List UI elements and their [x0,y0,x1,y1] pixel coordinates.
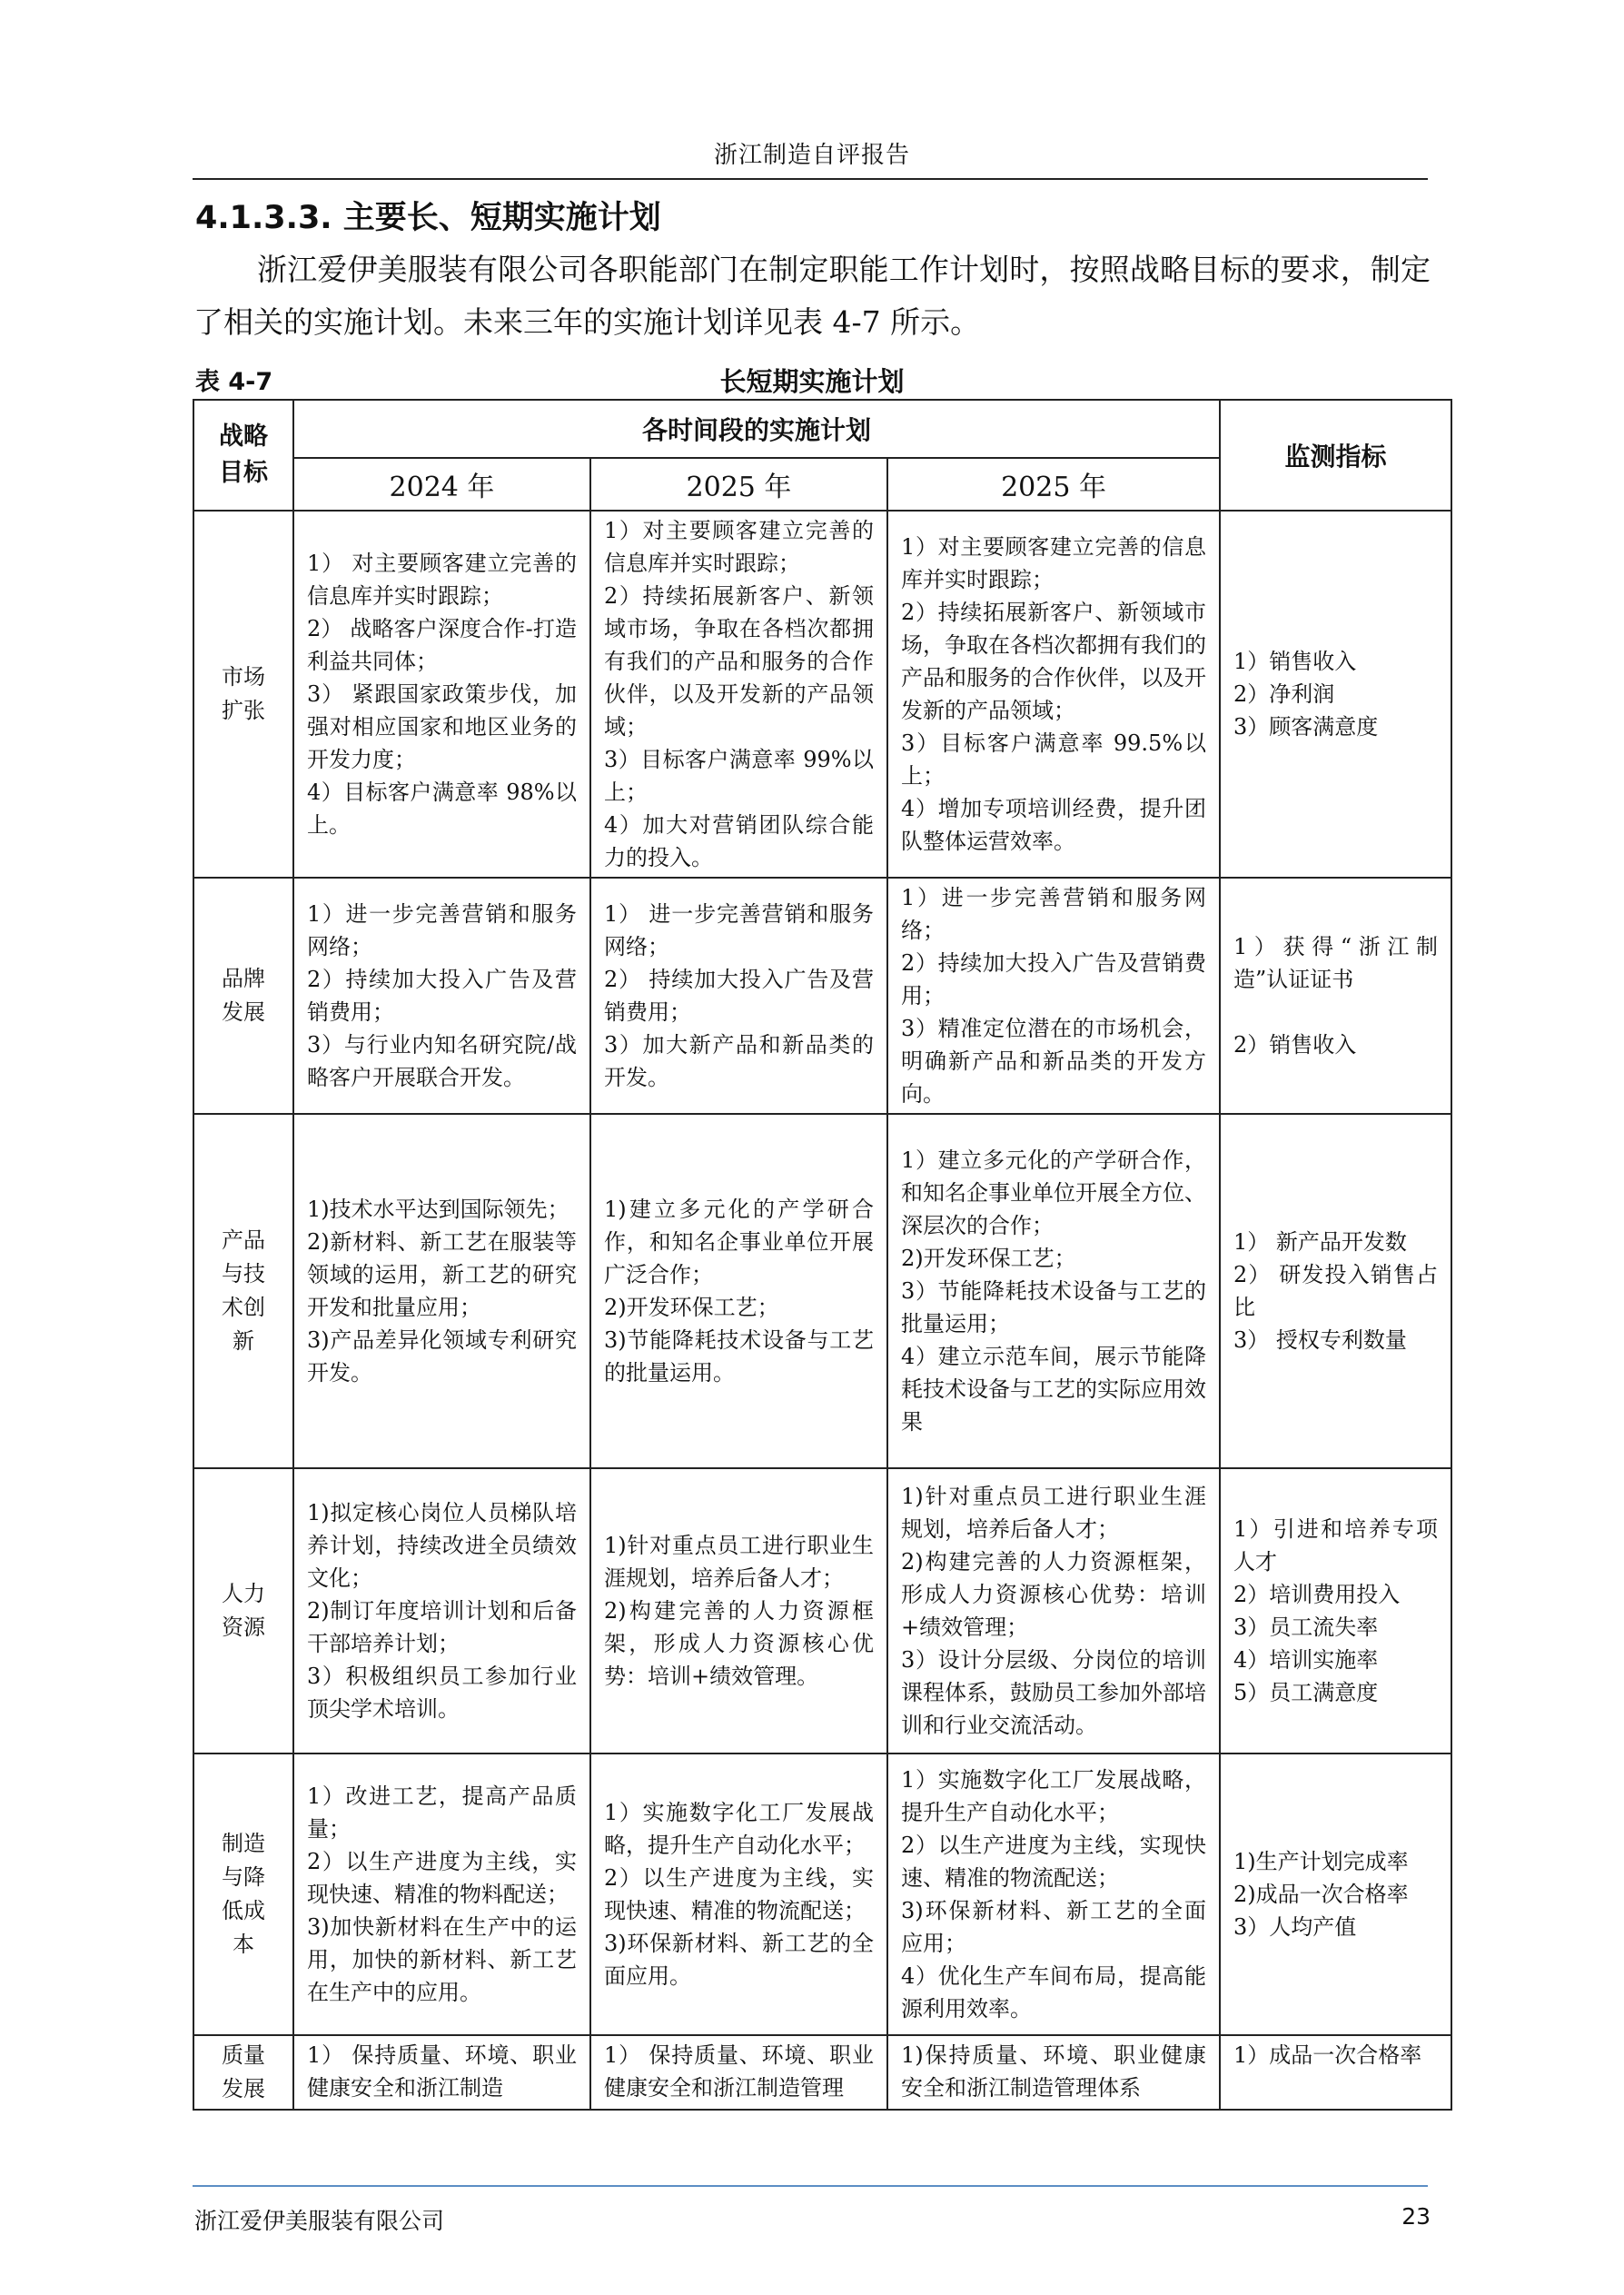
plan-item: 2）以生产进度为主线，实现快速、精准的物料配送； [307,1849,577,1907]
plan-item: 4）建立示范车间，展示节能降耗技术设备与工艺的实际应用效果 [901,1344,1207,1435]
plan-item: 1)拟定核心岗位人员梯队培养计划，持续改进全员绩效文化； [307,1500,577,1591]
plan-item: 2）持续加大投入广告及营销费用； [901,950,1207,1008]
plan-item: 1）进一步完善营销和服务网络； [901,885,1207,943]
plan-cell-year-1 [293,1468,590,1754]
header-year-2: 2025 年 [590,458,887,511]
header-period-group: 各时间段的实施计划 [293,400,1220,458]
indicator-cell [1220,1114,1451,1468]
goal-label: 品牌发展 [222,966,265,1025]
indicator-item: 1） 新产品开发数 [1233,1229,1407,1255]
plan-item: 1）实施数字化工厂发展战略，提升生产自动化水平； [604,1800,874,1858]
plan-item: 2）持续拓展新客户、新领域市场，争取在各档次都拥有我们的产品和服务的合作伙伴，以及开发新的产品领域； [901,600,1207,723]
plan-item: 2）以生产进度为主线，实现快速、精准的物流配送； [604,1865,874,1923]
indicator-item: 1）获得“浙江制造”认证证书 [1233,934,1439,992]
intro-paragraph [193,243,1431,349]
table-body [193,511,1451,2110]
plan-item: 1)技术水平达到国际领先； [307,1197,569,1222]
header-year-1: 2024 年 [293,458,590,511]
plan-cell-year-3 [887,2035,1220,2110]
plan-item: 3)环保新材料、新工艺的全面应用； [901,1898,1207,1956]
plan-cell-year-1 [293,1754,590,2035]
intro-text: 浙江爱伊美服装有限公司各职能部门在制定职能工作计划时，按照战略目标的要求，制定了相关的实施计划。未来三年的实施计划详见表 4-7 所示。 [193,252,1431,340]
plan-cell-year-3 [887,878,1220,1114]
plan-item: 1）改进工艺，提高产品质量； [307,1783,577,1842]
table-row [193,1754,1451,2035]
table-number-label: 表 4-7 [195,368,273,396]
plan-item: 1）进一步完善营销和服务网络； [307,901,577,959]
indicator-cell [1220,878,1451,1114]
plan-item: 1） 保持质量、环境、职业健康安全和浙江制造 [307,2042,577,2101]
plan-cell-year-3 [887,511,1220,878]
header-strategic-goal: 战略目标 [193,400,293,511]
implementation-plan-table [193,399,1452,2111]
header-indicator: 监测指标 [1220,400,1451,511]
plan-item: 2)构建完善的人力资源框架，形成人力资源核心优势：培训+绩效管理。 [604,1598,874,1689]
plan-cell-year-2 [590,878,887,1114]
plan-item: 2）持续拓展新客户、新领域市场，争取在各档次都拥有我们的产品和服务的合作伙伴，以及开发新的产品领域； [604,583,874,740]
indicator-item: 1)生产计划完成率 [1233,1849,1409,1874]
plan-cell-year-1 [293,2035,590,2110]
plan-item: 3)产品差异化领域专利研究开发。 [307,1327,577,1386]
indicator-item: 2）净利润 [1233,681,1335,707]
goal-cell [193,1754,293,2035]
indicator-item: 2)成品一次合格率 [1233,1882,1409,1907]
table-row [193,878,1451,1114]
indicator-item: 3） 授权专利数量 [1233,1327,1407,1353]
indicator-item: 5）员工满意度 [1233,1680,1379,1705]
table-row [193,511,1451,878]
plan-cell-year-1 [293,878,590,1114]
plan-cell-year-1 [293,1114,590,1468]
footer-company-name: 浙江爱伊美服装有限公司 [194,2208,445,2234]
plan-item: 1） 进一步完善营销和服务网络； [604,901,874,959]
plan-cell-year-3 [887,1468,1220,1754]
plan-item: 4）加大对营销团队综合能力的投入。 [604,812,874,870]
plan-item: 2）以生产进度为主线，实现快速、精准的物流配送； [901,1833,1207,1891]
plan-item: 2)制订年度培训计划和后备干部培养计划； [307,1598,577,1656]
plan-item: 3）目标客户满意率 99.5%以上； [901,730,1207,789]
indicator-item: 3）顾客满意度 [1233,714,1379,740]
plan-item: 3)节能降耗技术设备与工艺的批量运用。 [604,1327,874,1386]
plan-item: 1） 对主要顾客建立完善的信息库并实时跟踪； [307,551,577,609]
indicator-item: 2） 研发投入销售占比 [1233,1262,1439,1320]
indicator-item: 3）员工流失率 [1233,1614,1379,1640]
goal-label: 人力资源 [222,1581,265,1640]
indicator-item: 4）培训实施率 [1233,1647,1379,1673]
indicator-cell [1220,511,1451,878]
plan-cell-year-1 [293,511,590,878]
plan-item: 3）加大新产品和新品类的开发。 [604,1032,874,1090]
plan-item: 2)开发环保工艺； [901,1246,1076,1271]
goal-cell [193,1114,293,1468]
plan-item: 3）积极组织员工参加行业顶尖学术培训。 [307,1664,577,1722]
plan-item: 3）目标客户满意率 99%以上； [604,747,874,805]
goal-cell [193,511,293,878]
plan-item: 1)保持质量、环境、职业健康安全和浙江制造管理体系 [901,2042,1207,2101]
plan-item: 2)新材料、新工艺在服装等领域的运用，新工艺的研究开发和批量应用； [307,1229,577,1320]
plan-item: 1） 保持质量、环境、职业健康安全和浙江制造管理 [604,2042,874,2101]
goal-label: 产品与技术创新 [222,1227,265,1354]
plan-item: 1）对主要顾客建立完善的信息库并实时跟踪； [604,518,874,576]
plan-cell-year-3 [887,1754,1220,2035]
plan-item: 2)开发环保工艺； [604,1295,779,1320]
plan-item: 3） 紧跟国家政策步伐，加强对相应国家和地区业务的开发力度； [307,681,577,772]
indicator-cell [1220,1468,1451,1754]
plan-item: 1)针对重点员工进行职业生涯规划，培养后备人才； [901,1484,1207,1542]
plan-cell-year-3 [887,1114,1220,1468]
goal-cell [193,1468,293,1754]
indicator-item: 3）人均产值 [1233,1914,1357,1940]
plan-cell-year-2 [590,511,887,878]
goal-cell [193,878,293,1114]
indicator-cell [1220,2035,1451,2110]
goal-label: 制造与降低成本 [222,1831,265,1957]
plan-item: 1)建立多元化的产学研合作，和知名企事业单位开展广泛合作； [604,1197,874,1287]
plan-cell-year-2 [590,1468,887,1754]
footer-divider [193,2185,1428,2187]
indicator-cell [1220,1754,1451,2035]
plan-cell-year-2 [590,1114,887,1468]
table-row [193,2035,1451,2110]
plan-item: 1）实施数字化工厂发展战略，提升生产自动化水平； [901,1767,1207,1825]
section-heading: 4.1.3.3. 主要长、短期实施计划 [195,200,661,236]
plan-item: 3）与行业内知名研究院/战略客户开展联合开发。 [307,1032,577,1090]
plan-item: 1)针对重点员工进行职业生涯规划，培养后备人才； [604,1533,874,1591]
indicator-item: 2）培训费用投入 [1233,1582,1401,1607]
plan-cell-year-2 [590,1754,887,2035]
indicator-item: 1）引进和培养专项人才 [1233,1516,1439,1575]
plan-item: 3)加快新材料在生产中的运用，加快的新材料、新工艺在生产中的应用。 [307,1914,577,2005]
plan-item: 3）设计分层级、分岗位的培训课程体系，鼓励员工参加外部培训和行业交流活动。 [901,1647,1207,1738]
plan-item: 4）目标客户满意率 98%以上。 [307,780,577,838]
indicator-item: 1）成品一次合格率 [1233,2042,1422,2068]
plan-item: 3）节能降耗技术设备与工艺的批量运用； [901,1278,1207,1336]
table-title: 长短期实施计划 [719,366,905,397]
indicator-item [1233,996,1438,1028]
plan-item: 1）建立多元化的产学研合作，和知名企事业单位开展全方位、深层次的合作； [901,1148,1207,1238]
plan-item: 3）精准定位潜在的市场机会，明确新产品和新品类的开发方向。 [901,1016,1207,1107]
goal-label: 市场扩张 [222,664,265,723]
plan-item: 2）持续加大投入广告及营销费用； [307,967,577,1025]
plan-item: 2） 战略客户深度合作-打造利益共同体； [307,616,577,674]
plan-item: 1）对主要顾客建立完善的信息库并实时跟踪； [901,534,1207,592]
table-row [193,1468,1451,1754]
table-row [193,1114,1451,1468]
plan-item: 2)构建完善的人力资源框架，形成人力资源核心优势：培训+绩效管理； [901,1549,1207,1640]
plan-item: 3)环保新材料、新工艺的全面应用。 [604,1931,874,1989]
goal-label: 质量发展 [222,2042,265,2101]
header-year-3: 2025 年 [887,458,1220,511]
plan-item: 4）增加专项培训经费，提升团队整体运营效率。 [901,796,1207,854]
page-number: 23 [1401,2203,1431,2230]
indicator-item: 2）销售收入 [1233,1032,1357,1058]
plan-cell-year-2 [590,2035,887,2110]
indicator-item: 1）销售收入 [1233,649,1357,674]
plan-item: 4）优化生产车间布局，提高能源利用效率。 [901,1963,1207,2022]
header-divider [193,178,1428,180]
running-header-title: 浙江制造自评报告 [713,142,910,169]
goal-cell [193,2035,293,2110]
plan-item: 2） 持续加大投入广告及营销费用； [604,967,874,1025]
